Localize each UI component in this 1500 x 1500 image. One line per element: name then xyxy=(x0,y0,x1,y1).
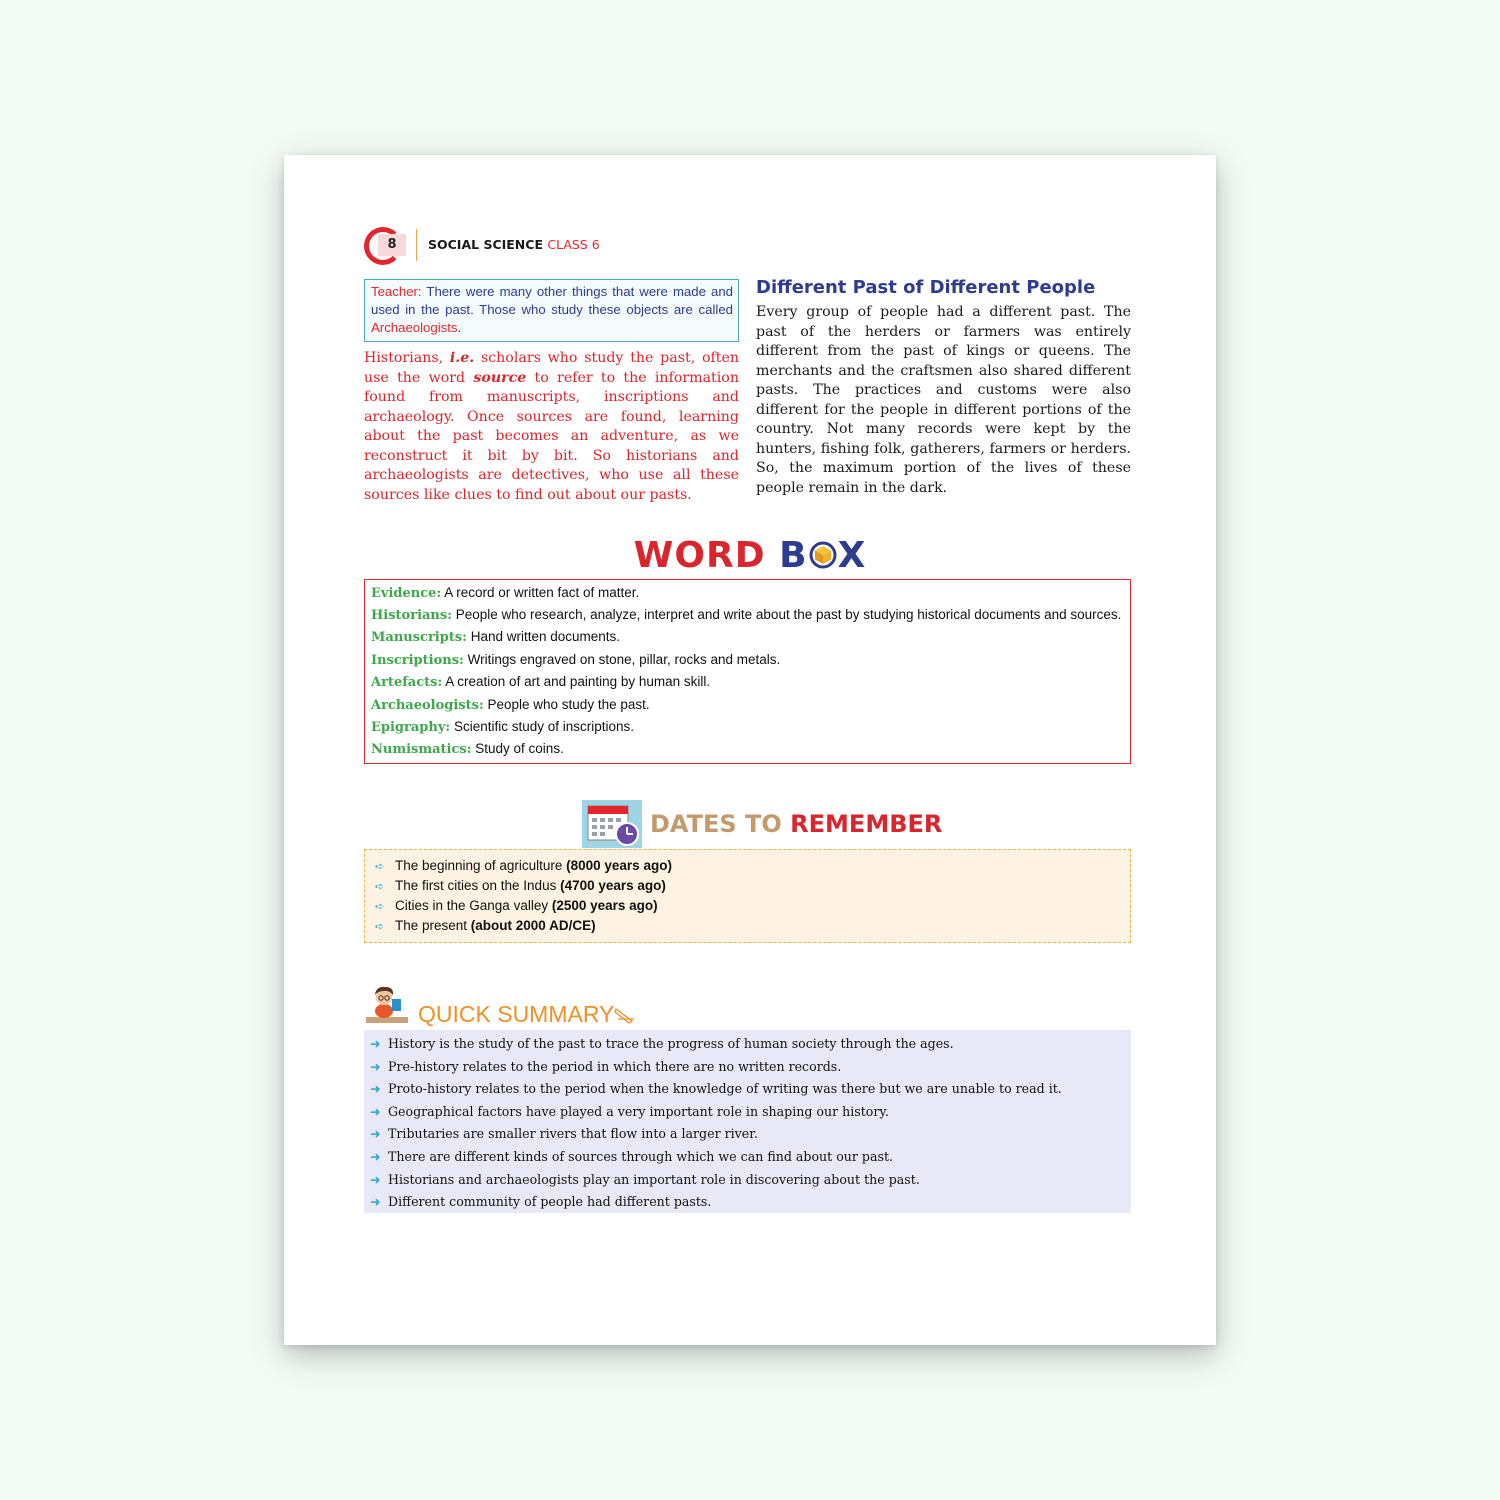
teacher-label: Teacher: xyxy=(371,284,422,299)
summary-item xyxy=(370,1191,1123,1214)
summary-text: Geographical factors have played a very important role in shaping our history. xyxy=(388,1103,889,1119)
word-box-item xyxy=(371,627,1124,649)
summary-text: History is the study of the past to trace the progress of human society through the ages. xyxy=(388,1036,954,1051)
header-divider xyxy=(416,229,417,261)
arrow-bullet-icon: ➜ xyxy=(370,1194,381,1210)
class-label: CLASS 6 xyxy=(547,237,600,252)
word-term: Epigraphy: xyxy=(371,719,451,735)
word-box-item xyxy=(371,672,1124,694)
arrow-bullet-icon: ➜ xyxy=(370,1103,381,1119)
historians-paragraph xyxy=(364,349,739,505)
date-item xyxy=(375,916,1120,936)
word-box-item xyxy=(371,694,1124,716)
summary-item xyxy=(370,1078,1123,1101)
different-past-heading: Different Past of Different People xyxy=(756,277,1096,298)
date-item xyxy=(375,896,1120,916)
date-when: (8000 years ago) xyxy=(566,858,672,873)
dates-box xyxy=(364,849,1131,943)
word-box-item xyxy=(371,582,1124,604)
ie-emphasis: i.e. xyxy=(449,350,475,366)
quick-summary-box xyxy=(364,1030,1131,1213)
page-header xyxy=(364,227,764,265)
quick-summary-header xyxy=(364,981,664,1029)
word-definition: A record or written fact of matter. xyxy=(441,584,640,600)
summary-item xyxy=(370,1033,1123,1056)
historians-text-2: scholars who study the past, often use the word xyxy=(364,350,739,386)
word-box-title-x: X xyxy=(837,535,867,576)
summary-item xyxy=(370,1169,1123,1192)
word-definition: Writings engraved on stone, pillar, rocks and metals. xyxy=(463,651,781,667)
arrow-bullet-icon: ➜ xyxy=(370,1081,381,1097)
dates-header xyxy=(582,800,942,848)
date-when: (about 2000 AD/CE) xyxy=(470,918,596,933)
dates-title-part-a: DATES TO xyxy=(650,810,782,838)
summary-item xyxy=(370,1146,1123,1169)
summary-text: Historians and archaeologists play an important role in discovering about the past. xyxy=(388,1171,920,1187)
date-item xyxy=(375,876,1120,896)
date-when: (4700 years ago) xyxy=(560,878,666,893)
teacher-note-box xyxy=(364,279,739,342)
word-term: Archaeologists: xyxy=(371,697,484,713)
word-box-title-word: WORD xyxy=(633,535,766,576)
summary-text: Pre-history relates to the period in which there are no written records. xyxy=(388,1058,842,1074)
word-box xyxy=(364,579,1131,764)
summary-item xyxy=(370,1101,1123,1124)
word-box-item xyxy=(371,604,1124,626)
word-definition: People who study the past. xyxy=(483,696,650,712)
subject-label: SOCIAL SCIENCE xyxy=(428,237,543,252)
word-box-item xyxy=(371,649,1124,671)
dates-title-part-b: REMEMBER xyxy=(790,810,943,838)
word-definition: A creation of art and painting by human skill. xyxy=(442,674,711,690)
historians-text-3: to refer to the information found from manuscripts, inscriptions and archaeology. Once sources are found, learning about the past becomes an adventure, as we reconstruct it bit by bit. So historians and archaeologists are detectives, who use all these sources like clues to find out about our pasts. xyxy=(364,369,739,503)
word-definition: People who research, analyze, interpret and write about the past by studying historical documents and sources. xyxy=(452,607,1122,623)
word-box-title xyxy=(284,535,1216,576)
word-definition: Scientific study of inscriptions. xyxy=(450,718,635,734)
word-term: Evidence: xyxy=(371,585,442,601)
summary-text: Different community of people had different pasts. xyxy=(388,1194,712,1210)
summary-text: Tributaries are smaller rivers that flow into a larger river. xyxy=(388,1126,758,1142)
word-term: Artefacts: xyxy=(371,675,443,691)
word-term: Historians: xyxy=(371,608,452,624)
dates-title xyxy=(650,810,942,838)
arrow-bullet-icon: ➜ xyxy=(370,1036,381,1051)
date-text: The beginning of agriculture xyxy=(395,858,567,873)
word-term: Numismatics: xyxy=(371,742,472,758)
tag-bullet-icon: ➪ xyxy=(375,881,385,893)
summary-text: There are different kinds of sources through which we can find about our past. xyxy=(388,1148,894,1164)
teacher-note-text: There were many other things that were made and used in the past. Those who study these objects are called xyxy=(371,284,733,317)
tag-bullet-icon: ➪ xyxy=(375,901,385,913)
source-emphasis: source xyxy=(473,369,527,386)
cube-icon xyxy=(808,540,838,570)
date-text: The present xyxy=(395,918,471,933)
word-box-title-b: B xyxy=(779,535,808,576)
arrow-bullet-icon: ➜ xyxy=(370,1171,381,1187)
tag-bullet-icon: ➪ xyxy=(375,921,385,933)
arrow-bullet-icon: ➜ xyxy=(370,1148,381,1164)
historians-text-1: Historians, xyxy=(364,350,450,366)
calendar-clock-icon xyxy=(582,800,642,848)
date-when: (2500 years ago) xyxy=(551,898,658,913)
pencil-icon xyxy=(614,1005,636,1025)
teacher-note-term: Archaeologists xyxy=(371,320,458,335)
arrow-bullet-icon: ➜ xyxy=(370,1058,381,1074)
summary-text: Proto-history relates to the period when the knowledge of writing was there but we are unable to read it. xyxy=(388,1081,1062,1097)
reading-kid-icon xyxy=(364,981,410,1027)
teacher-note-end: . xyxy=(457,320,462,335)
page-number: 8 xyxy=(378,234,406,256)
book-title xyxy=(428,237,600,252)
different-past-paragraph: Every group of people had a different past. The past of the herders or farmers was entirely different from the past of kings or queens. The merchants and the craftsmen also shared different pasts. The practices and customs were also different for the people in different portions of the country. Not many records were kept by the hunters, fishing folk, gatherers, farmers or herders. So, the maximum portion of the lives of these people remain in the dark. xyxy=(756,304,1131,496)
word-term: Manuscripts: xyxy=(371,630,467,646)
quick-summary-title: QUICK SUMMARY xyxy=(418,1001,615,1027)
arrow-bullet-icon: ➜ xyxy=(370,1126,381,1142)
date-text: The first cities on the Indus xyxy=(395,878,561,893)
date-text: Cities in the Ganga valley xyxy=(395,898,552,913)
word-box-item xyxy=(371,739,1124,761)
date-item xyxy=(375,856,1120,876)
textbook-page xyxy=(284,155,1216,1345)
word-term: Inscriptions: xyxy=(371,652,464,668)
word-box-item xyxy=(371,716,1124,738)
tag-bullet-icon: ➪ xyxy=(375,861,385,873)
summary-item xyxy=(370,1123,1123,1146)
word-definition: Hand written documents. xyxy=(466,629,621,645)
summary-item xyxy=(370,1056,1123,1079)
word-definition: Study of coins. xyxy=(471,741,564,757)
